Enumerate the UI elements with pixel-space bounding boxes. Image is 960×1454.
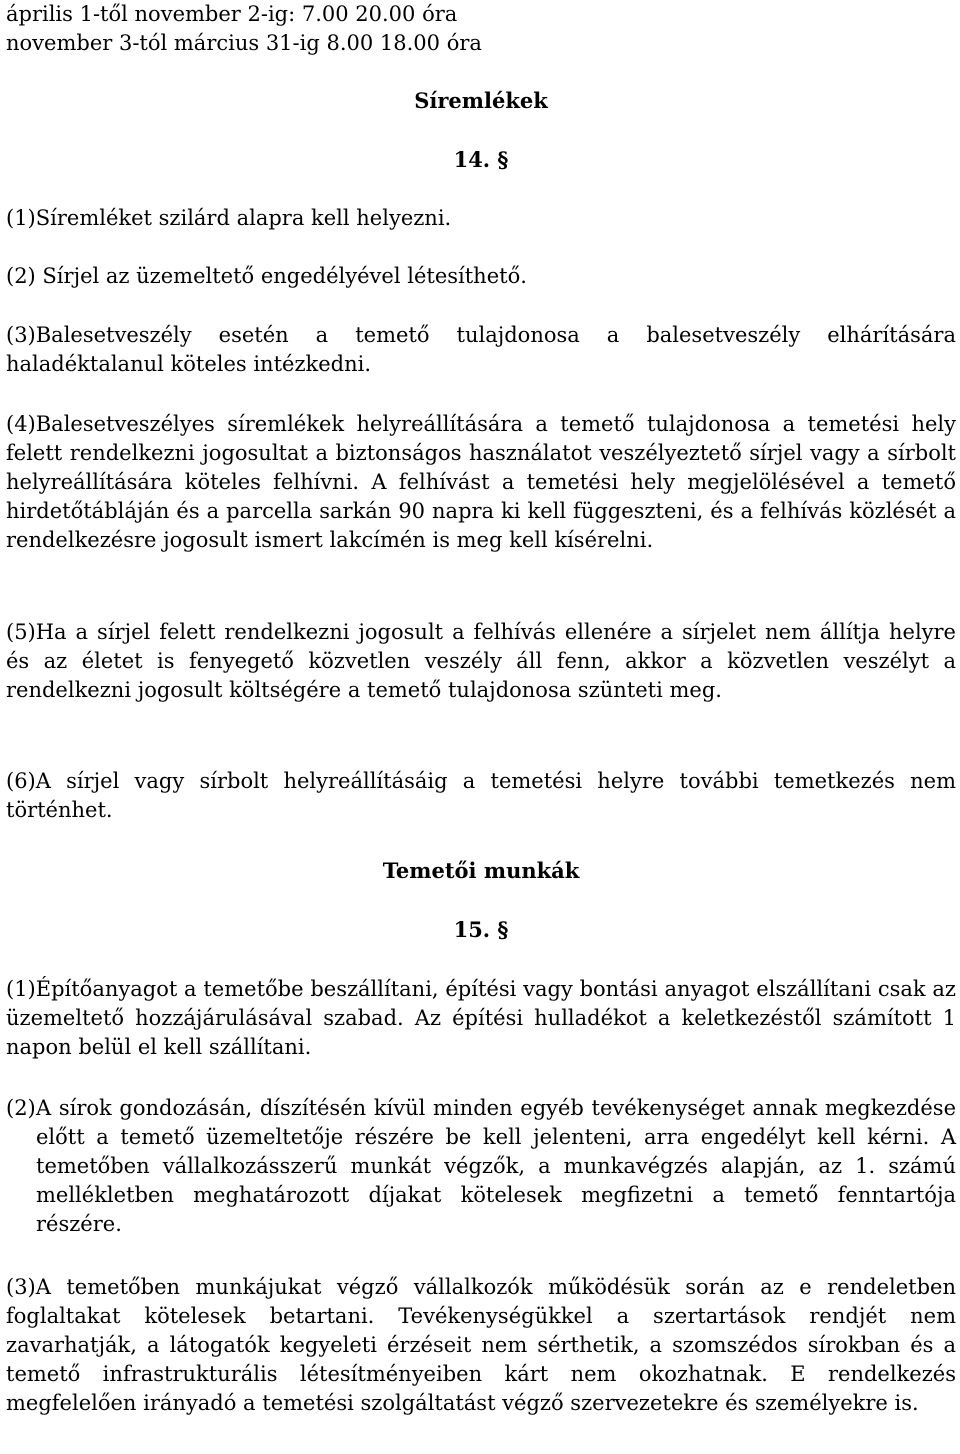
section-14-paragraph-3: (3)Balesetveszély esetén a temető tulajdonosa a balesetveszély elhárítására haladéktalanul köteles intézkedni. bbox=[6, 323, 956, 376]
section-14-paragraph-5: (5)Ha a sírjel felett rendelkezni jogosult a felhívás ellenére a sírjelet nem állítja helyre és az életet is fenyegető közvetlen veszély áll fenn, akkor a közvetlen veszélyt a rendelkezni jogosult költségére a temető tulajdonosa szünteti meg. bbox=[6, 620, 956, 702]
section-14-paragraph-2: (2) Sírjel az üzemeltető engedélyével létesíthető. bbox=[6, 264, 527, 288]
opening-hours-summer: április 1-től november 2-ig: 7.00 20.00 óra bbox=[6, 2, 458, 26]
section-15-title: Temetői munkák bbox=[382, 858, 580, 883]
opening-hours-winter: november 3-tól március 31-ig 8.00 18.00 óra bbox=[6, 31, 482, 55]
section-15-paragraph-2 bbox=[6, 1094, 956, 1239]
section-14-title: Síremlékek bbox=[414, 88, 548, 113]
section-14-paragraph-4: (4)Balesetveszélyes síremlékek helyreállítására a temető tulajdonosa a temetési hely felett rendelkezni jogosultat a biztonságos használatot veszélyeztető sírjel vagy a sírbolt helyreállítására köteles felhívni. A felhívást a temetési hely megjelölésével a temető hirdetőtábláján és a parcella sarkán 90 napra ki kell függeszteni, és a felhívás közlését a rendelkezésre jogosult ismert lakcímén is meg kell kísérelni. bbox=[6, 412, 956, 552]
paragraph-2-label: (2) bbox=[6, 1096, 36, 1120]
section-15-paragraph-3: (3)A temetőben munkájukat végző vállalkozók működésük során az e rendeletben foglaltakat kötelesek betartani. Tevékenységükkel a szertartások rendjét nem zavarhatják, a látogatók kegyeleti érzéseit nem sérthetik, a szomszédos sírokban és a temető infrastrukturális létesítményeiben kárt nem okozhatnak. E rendelkezés megfelelően irányadó a temetési szolgáltatást végző szervezetekre és személyekre is. bbox=[6, 1275, 956, 1415]
section-15-paragraph-1: (1)Építőanyagot a temetőbe beszállítani, építési vagy bontási anyagot elszállítani csak az üzemeltető hozzájárulásával szabad. Az építési hulladékot a keletkezéstől számított 1 napon belül el kell szállítani. bbox=[6, 977, 956, 1059]
section-14-paragraph-1: (1)Síremléket szilárd alapra kell helyezni. bbox=[6, 206, 452, 230]
section-15-number: 15. § bbox=[453, 917, 509, 942]
section-14-paragraph-6: (6)A sírjel vagy sírbolt helyreállításáig a temetési helyre további temetkezés nem történhet. bbox=[6, 769, 956, 822]
section-14-number: 14. § bbox=[453, 147, 509, 172]
paragraph-2-text: A sírok gondozásán, díszítésén kívül minden egyéb tevékenységet annak megkezdése előtt a temető üzemeltetője részére be kell jelenteni, arra engedélyt kell kérni. A temetőben vállalkozásszerű munkát végzők, a munkavégzés alapján, az 1. számú mellékletben meghatározott díjakat kötelesek megfizetni a temető fenntartója részére. bbox=[36, 1096, 956, 1236]
